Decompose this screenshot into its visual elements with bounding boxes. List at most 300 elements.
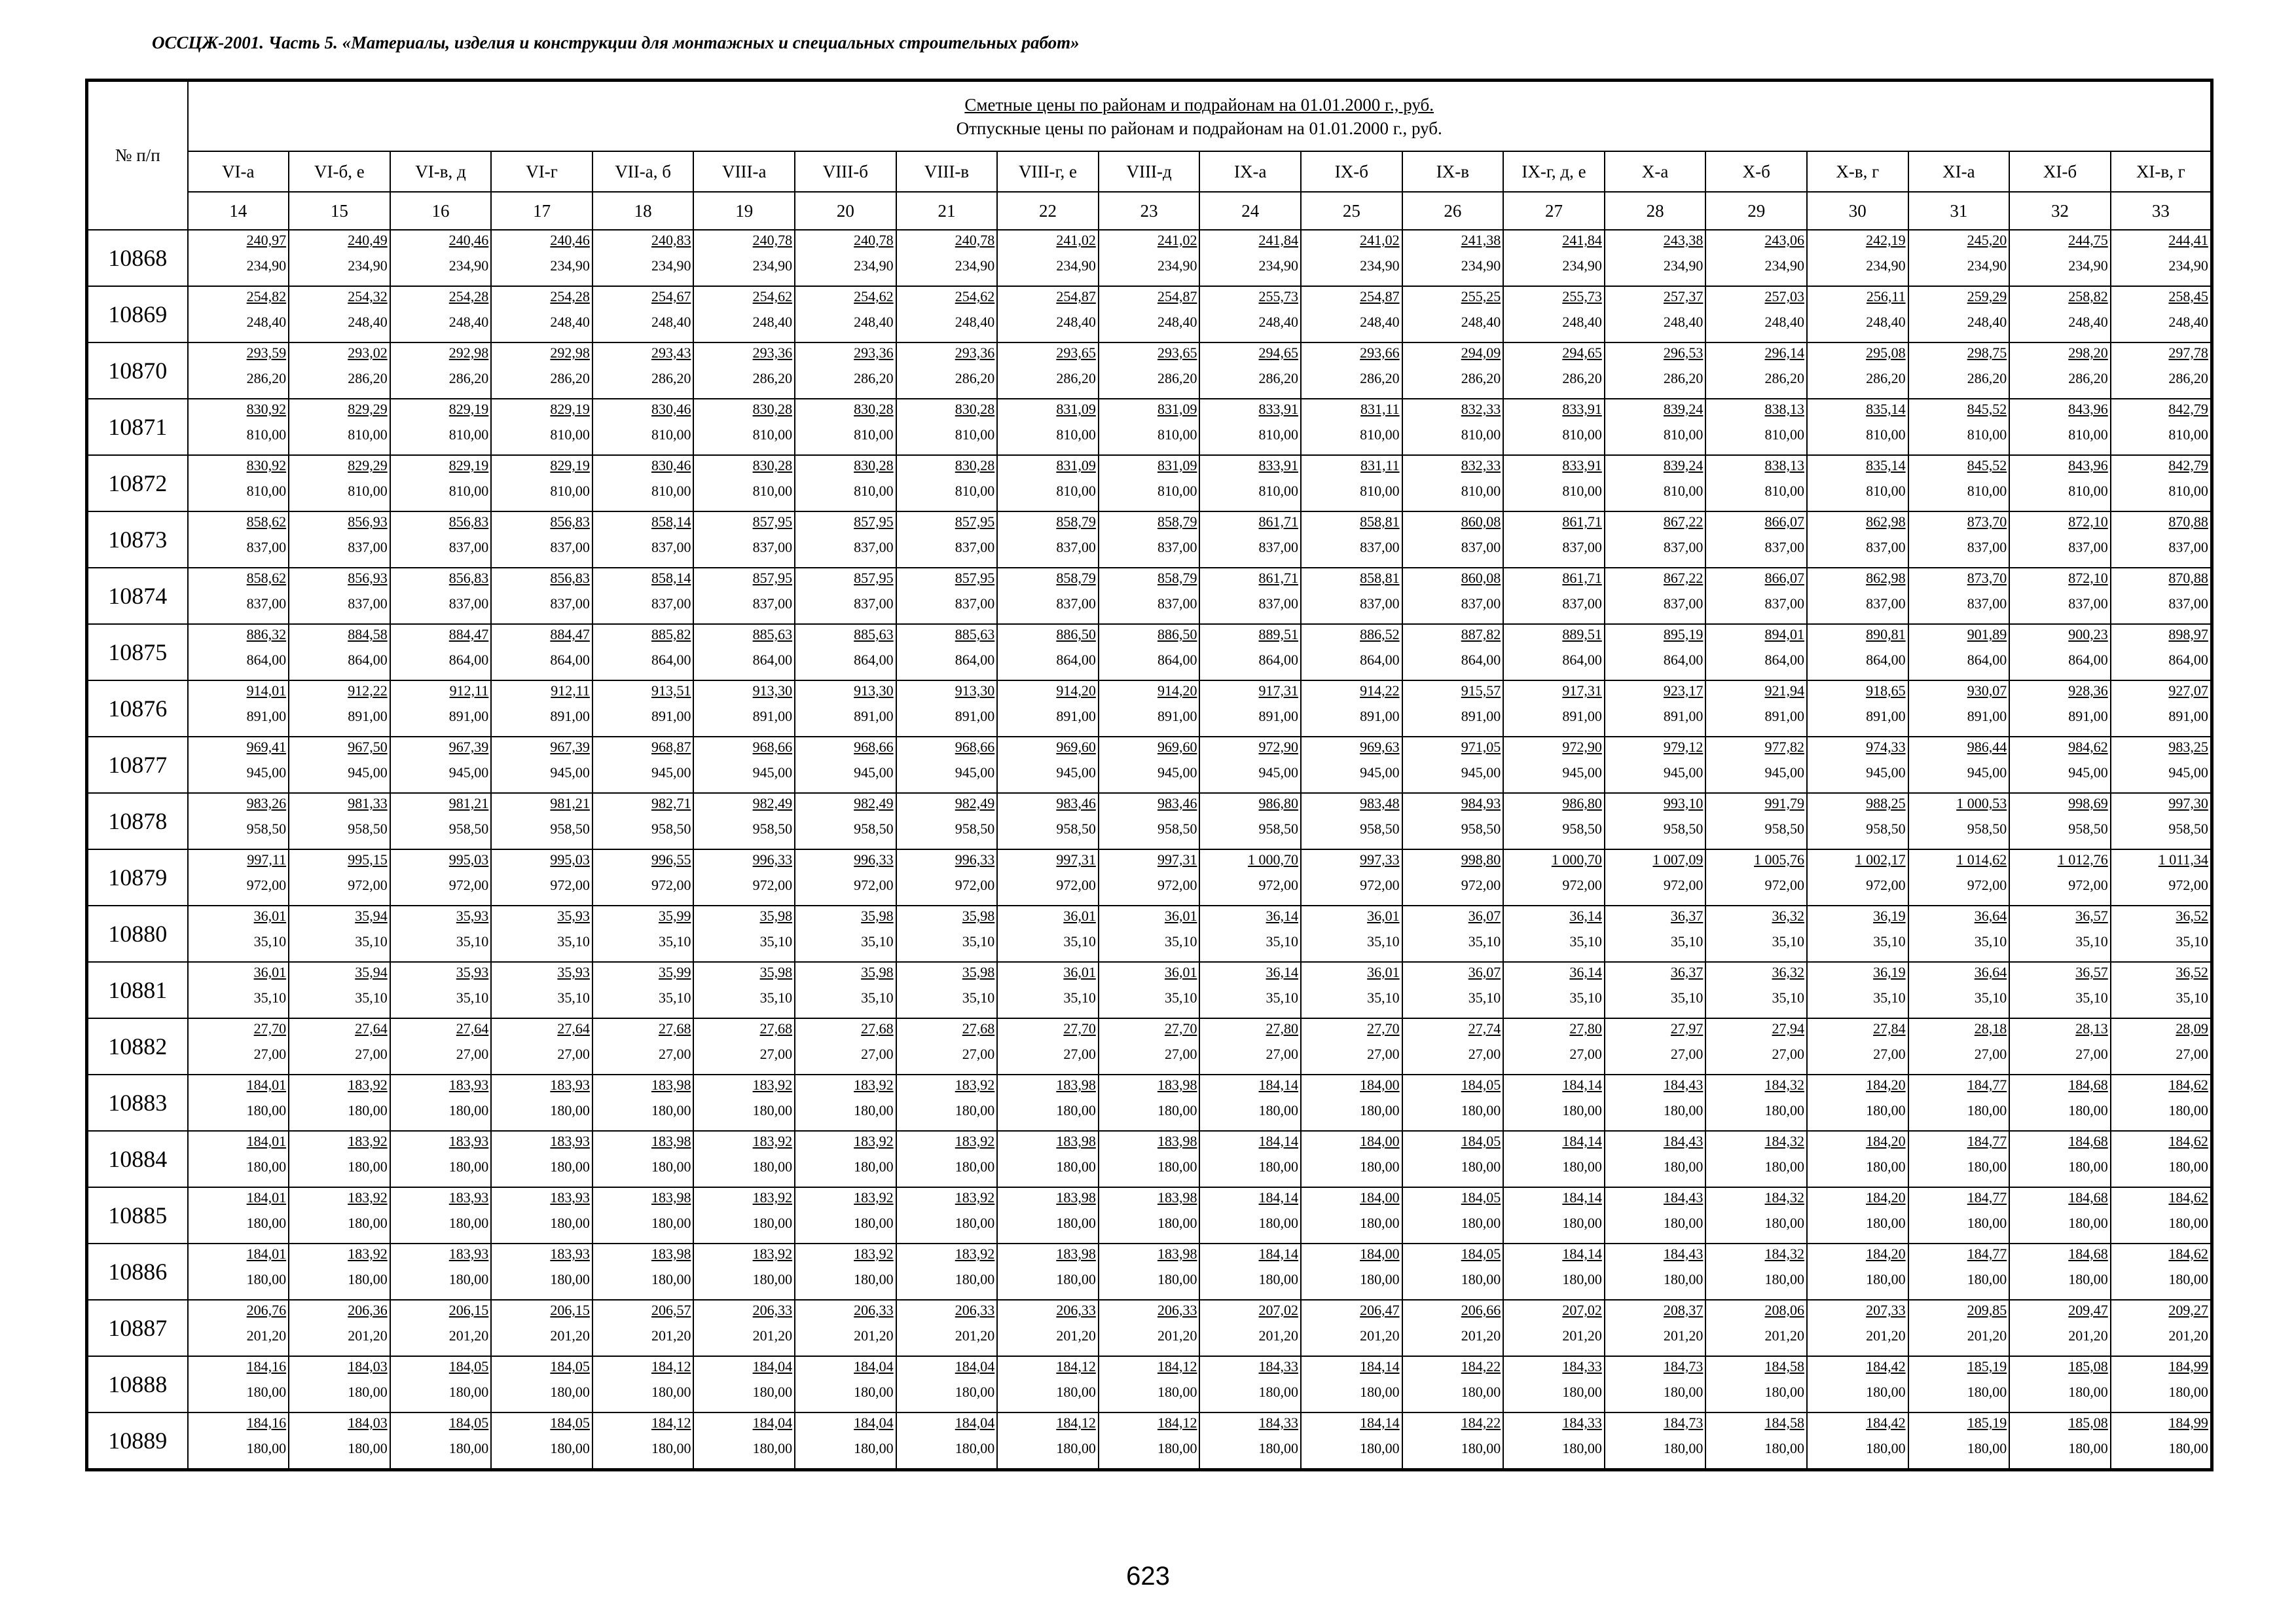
release-price: 180,00 (854, 1271, 894, 1287)
estimate-price: 28,13 (2075, 1020, 2108, 1037)
estimate-price: 184,01 (246, 1246, 287, 1262)
release-price: 35,10 (2176, 989, 2208, 1006)
estimate-price: 873,70 (1967, 513, 2007, 530)
release-price: 35,10 (1873, 933, 1906, 950)
release-price: 234,90 (1258, 257, 1299, 274)
price-cell (188, 1412, 289, 1470)
price-cell (1301, 1244, 1402, 1300)
release-price: 180,00 (2068, 1158, 2108, 1175)
estimate-price: 184,20 (1866, 1077, 1906, 1093)
estimate-price: 36,14 (1266, 908, 1299, 924)
page-number: 623 (1126, 1562, 1170, 1591)
price-cell (491, 342, 592, 399)
estimate-price: 207,02 (1258, 1302, 1299, 1318)
release-price: 180,00 (1360, 1215, 1400, 1231)
estimate-price: 184,33 (1258, 1358, 1299, 1375)
estimate-price: 184,43 (1663, 1189, 1704, 1206)
release-price: 837,00 (1258, 539, 1299, 555)
item-code: 10884 (87, 1131, 188, 1187)
estimate-price: 996,33 (752, 851, 793, 868)
item-code: 10886 (87, 1244, 188, 1300)
release-price: 248,40 (1258, 314, 1299, 330)
release-price: 35,10 (557, 989, 590, 1006)
release-price: 180,00 (2068, 1384, 2108, 1400)
release-price: 35,10 (355, 989, 388, 1006)
price-cell (491, 230, 592, 286)
price-cell (2111, 793, 2212, 849)
price-cell (1705, 568, 1807, 624)
price-cell (997, 1412, 1099, 1470)
estimate-price: 1 000,53 (1956, 795, 2007, 811)
estimate-price: 292,98 (550, 344, 590, 361)
release-price: 35,10 (253, 989, 287, 1006)
release-price: 286,20 (1258, 370, 1299, 386)
estimate-price: 1 002,17 (1855, 851, 1906, 868)
release-price: 864,00 (955, 652, 995, 668)
release-price: 234,90 (651, 257, 691, 274)
price-cell (1807, 1131, 1908, 1187)
release-price: 958,50 (955, 821, 995, 837)
price-cell (491, 455, 592, 511)
release-price: 35,10 (1873, 989, 1906, 1006)
release-price: 891,00 (348, 708, 388, 724)
release-price: 35,10 (557, 933, 590, 950)
price-cell (1807, 399, 1908, 455)
release-price: 837,00 (448, 595, 489, 612)
estimate-price: 842,79 (2168, 401, 2208, 417)
estimate-price: 27,70 (1164, 1020, 1197, 1037)
release-price: 972,00 (1360, 877, 1400, 893)
estimate-price: 872,10 (2068, 513, 2108, 530)
item-code: 10888 (87, 1356, 188, 1412)
estimate-price: 900,23 (2068, 626, 2108, 642)
price-cell (1605, 849, 1706, 906)
estimate-price: 185,08 (2068, 1414, 2108, 1431)
price-cell (1301, 849, 1402, 906)
price-cell (188, 962, 289, 1018)
release-price: 810,00 (854, 426, 894, 443)
release-price: 35,10 (2176, 933, 2208, 950)
item-code: 10875 (87, 624, 188, 680)
estimate-price: 833,91 (1258, 401, 1299, 417)
price-cell (896, 1412, 998, 1470)
price-cell (1099, 849, 1200, 906)
release-price: 837,00 (1866, 539, 1906, 555)
estimate-price: 995,03 (448, 851, 489, 868)
estimate-price: 209,85 (1967, 1302, 2007, 1318)
release-price: 945,00 (752, 764, 793, 781)
price-cell (1301, 1412, 1402, 1470)
estimate-price: 183,93 (550, 1077, 590, 1093)
release-price: 864,00 (1056, 652, 1096, 668)
price-cell (997, 680, 1099, 737)
release-price: 810,00 (448, 483, 489, 499)
price-cell (795, 455, 896, 511)
release-price: 945,00 (1764, 764, 1804, 781)
release-price: 958,50 (854, 821, 894, 837)
price-cell (2111, 230, 2212, 286)
price-cell (491, 793, 592, 849)
price-cell (1099, 680, 1200, 737)
table-row (87, 1075, 2212, 1131)
release-price: 945,00 (2168, 764, 2208, 781)
price-cell (2111, 1018, 2212, 1075)
estimate-price: 27,84 (1873, 1020, 1906, 1037)
release-price: 234,90 (1562, 257, 1602, 274)
estimate-price: 993,10 (1663, 795, 1704, 811)
price-cell (896, 1300, 998, 1356)
estimate-price: 183,93 (448, 1189, 489, 1206)
estimate-price: 184,73 (1663, 1414, 1704, 1431)
release-price: 180,00 (246, 1440, 287, 1456)
release-price: 837,00 (1056, 539, 1096, 555)
estimate-price: 208,06 (1764, 1302, 1804, 1318)
release-price: 234,90 (1157, 257, 1197, 274)
price-cell (693, 1300, 795, 1356)
estimate-price: 184,12 (1157, 1358, 1197, 1375)
estimate-price: 184,43 (1663, 1133, 1704, 1149)
estimate-price: 928,36 (2068, 682, 2108, 699)
price-cell (1199, 737, 1301, 793)
price-cell (1503, 624, 1605, 680)
release-price: 180,00 (2168, 1158, 2208, 1175)
release-price: 180,00 (2168, 1440, 2208, 1456)
estimate-price: 861,71 (1562, 570, 1602, 586)
release-price: 864,00 (651, 652, 691, 668)
price-cell (795, 906, 896, 962)
price-cell (1503, 1131, 1605, 1187)
release-price: 810,00 (752, 426, 793, 443)
price-cell (1908, 286, 2010, 342)
price-cell (896, 1018, 998, 1075)
column-number: 19 (693, 192, 795, 230)
estimate-price: 240,97 (246, 232, 287, 248)
price-cell (795, 962, 896, 1018)
estimate-price: 293,66 (1360, 344, 1400, 361)
release-price: 810,00 (550, 483, 590, 499)
release-price: 180,00 (651, 1384, 691, 1400)
region-header: VIII-д (1099, 151, 1200, 192)
release-price: 248,40 (1764, 314, 1804, 330)
estimate-price: 184,68 (2068, 1246, 2108, 1262)
release-price: 180,00 (1663, 1384, 1704, 1400)
price-cell (1402, 286, 1504, 342)
price-cell (1402, 624, 1504, 680)
price-cell (289, 1412, 390, 1470)
estimate-price: 35,99 (658, 964, 691, 980)
estimate-price: 240,78 (854, 232, 894, 248)
price-cell (1301, 568, 1402, 624)
price-cell (997, 849, 1099, 906)
price-cell (592, 1300, 694, 1356)
release-price: 180,00 (752, 1440, 793, 1456)
release-price: 864,00 (1764, 652, 1804, 668)
release-price: 180,00 (1663, 1440, 1704, 1456)
release-price: 180,00 (1866, 1271, 1906, 1287)
estimate-price: 858,81 (1360, 513, 1400, 530)
release-price: 837,00 (854, 539, 894, 555)
estimate-price: 1 007,09 (1652, 851, 1704, 868)
estimate-price: 184,14 (1258, 1077, 1299, 1093)
release-price: 35,10 (1772, 933, 1804, 950)
estimate-price: 36,19 (1873, 964, 1906, 980)
price-cell (491, 1412, 592, 1470)
release-price: 180,00 (1866, 1215, 1906, 1231)
release-price: 180,00 (854, 1102, 894, 1118)
estimate-price: 981,21 (550, 795, 590, 811)
region-header: IX-г, д, е (1503, 151, 1605, 192)
release-price: 234,90 (1461, 257, 1501, 274)
estimate-price: 240,78 (955, 232, 995, 248)
release-price: 958,50 (1258, 821, 1299, 837)
release-price: 27,00 (253, 1046, 287, 1062)
release-price: 234,90 (246, 257, 287, 274)
release-price: 810,00 (550, 426, 590, 443)
estimate-price: 35,93 (456, 908, 489, 924)
price-cell (693, 286, 795, 342)
estimate-price: 184,99 (2168, 1358, 2208, 1375)
release-price: 201,20 (246, 1327, 287, 1344)
price-cell (1199, 849, 1301, 906)
estimate-price: 36,37 (1670, 964, 1704, 980)
estimate-price: 184,14 (1562, 1077, 1602, 1093)
release-price: 180,00 (448, 1215, 489, 1231)
release-price: 180,00 (1157, 1102, 1197, 1118)
estimate-price: 184,05 (448, 1414, 489, 1431)
estimate-price: 185,08 (2068, 1358, 2108, 1375)
table-row (87, 455, 2212, 511)
price-cell (997, 568, 1099, 624)
price-cell (1705, 1412, 1807, 1470)
estimate-price: 184,04 (752, 1358, 793, 1375)
release-price: 286,20 (854, 370, 894, 386)
release-price: 286,20 (1562, 370, 1602, 386)
region-header: X-а (1605, 151, 1706, 192)
release-price: 837,00 (955, 595, 995, 612)
estimate-price: 886,32 (246, 626, 287, 642)
release-price: 27,00 (1063, 1046, 1096, 1062)
estimate-price: 36,37 (1670, 908, 1704, 924)
price-cell (693, 1018, 795, 1075)
release-price: 972,00 (1562, 877, 1602, 893)
release-price: 945,00 (448, 764, 489, 781)
estimate-price: 35,94 (355, 908, 388, 924)
price-cell (1807, 511, 1908, 568)
price-cell (693, 1356, 795, 1412)
release-price: 27,00 (355, 1046, 388, 1062)
estimate-price: 830,28 (955, 457, 995, 473)
release-price: 180,00 (1461, 1384, 1501, 1400)
table-row (87, 962, 2212, 1018)
column-number: 26 (1402, 192, 1504, 230)
price-cell (491, 511, 592, 568)
price-cell (1605, 1018, 1706, 1075)
estimate-price: 183,92 (348, 1133, 388, 1149)
release-price: 180,00 (1967, 1384, 2007, 1400)
estimate-price: 184,58 (1764, 1414, 1804, 1431)
release-price: 180,00 (348, 1158, 388, 1175)
release-price: 810,00 (246, 426, 287, 443)
release-price: 201,20 (854, 1327, 894, 1344)
release-price: 180,00 (1663, 1102, 1704, 1118)
price-cell (1605, 906, 1706, 962)
page-header: ОССЦЖ-2001. Часть 5. «Материалы, изделия и конструкции для монтажных и специальных строительных работ» (152, 33, 1080, 52)
estimate-price: 867,22 (1663, 513, 1704, 530)
release-price: 201,20 (1258, 1327, 1299, 1344)
price-cell (1908, 342, 2010, 399)
release-price: 837,00 (1967, 595, 2007, 612)
estimate-price: 967,39 (550, 739, 590, 755)
estimate-price: 184,43 (1663, 1246, 1704, 1262)
estimate-price: 184,05 (1461, 1077, 1501, 1093)
price-cell (1605, 1075, 1706, 1131)
estimate-price: 36,01 (1164, 908, 1197, 924)
item-code: 10880 (87, 906, 188, 962)
release-price: 201,20 (651, 1327, 691, 1344)
estimate-price: 912,11 (551, 682, 590, 699)
table-row (87, 1300, 2212, 1356)
price-cell (896, 230, 998, 286)
estimate-price: 184,16 (246, 1358, 287, 1375)
estimate-price: 830,92 (246, 401, 287, 417)
estimate-price: 861,71 (1258, 513, 1299, 530)
price-cell (1605, 1356, 1706, 1412)
price-cell (1099, 737, 1200, 793)
estimate-price: 36,14 (1266, 964, 1299, 980)
estimate-price: 184,00 (1360, 1133, 1400, 1149)
estimate-price: 886,50 (1056, 626, 1096, 642)
release-price: 201,20 (448, 1327, 489, 1344)
price-cell (2111, 737, 2212, 793)
estimate-price: 183,92 (854, 1246, 894, 1262)
price-cell (1807, 1075, 1908, 1131)
release-price: 864,00 (1562, 652, 1602, 668)
price-cell (896, 286, 998, 342)
release-price: 180,00 (1866, 1384, 1906, 1400)
estimate-price: 968,66 (752, 739, 793, 755)
estimate-price: 254,87 (1157, 288, 1197, 304)
estimate-price: 983,46 (1056, 795, 1096, 811)
release-price: 958,50 (1967, 821, 2007, 837)
estimate-price: 972,90 (1562, 739, 1602, 755)
release-price: 180,00 (2068, 1102, 2108, 1118)
price-cell (1199, 1187, 1301, 1244)
release-price: 27,00 (861, 1046, 894, 1062)
price-cell (1605, 1300, 1706, 1356)
price-cell (2009, 568, 2111, 624)
release-price: 810,00 (1461, 483, 1501, 499)
release-price: 945,00 (1258, 764, 1299, 781)
item-code: 10869 (87, 286, 188, 342)
estimate-price: 862,98 (1866, 570, 1906, 586)
release-price: 248,40 (1967, 314, 2007, 330)
release-price: 201,20 (752, 1327, 793, 1344)
estimate-price: 184,32 (1764, 1246, 1804, 1262)
price-cell (188, 1187, 289, 1244)
price-cell (390, 342, 492, 399)
price-cell (390, 737, 492, 793)
estimate-price: 240,46 (448, 232, 489, 248)
release-price: 180,00 (550, 1215, 590, 1231)
release-price: 27,00 (1266, 1046, 1299, 1062)
estimate-price: 886,50 (1157, 626, 1197, 642)
estimate-price: 858,14 (651, 513, 691, 530)
estimate-price: 856,83 (448, 513, 489, 530)
price-cell (2111, 1300, 2212, 1356)
estimate-price: 984,93 (1461, 795, 1501, 811)
release-price: 248,40 (651, 314, 691, 330)
price-cell (1099, 286, 1200, 342)
price-cell (1908, 1075, 2010, 1131)
estimate-price: 254,87 (1056, 288, 1096, 304)
estimate-price: 845,52 (1967, 401, 2007, 417)
table-row (87, 1244, 2212, 1300)
price-cell (1605, 511, 1706, 568)
release-price: 837,00 (1663, 539, 1704, 555)
price-cell (1605, 342, 1706, 399)
release-price: 945,00 (1056, 764, 1096, 781)
release-price: 180,00 (1764, 1102, 1804, 1118)
release-price: 837,00 (550, 595, 590, 612)
release-price: 891,00 (1967, 708, 2007, 724)
estimate-price: 35,98 (861, 908, 894, 924)
estimate-price: 835,14 (1866, 401, 1906, 417)
estimate-price: 242,19 (1866, 232, 1906, 248)
price-cell (289, 511, 390, 568)
estimate-price: 258,82 (2068, 288, 2108, 304)
release-price: 180,00 (651, 1102, 691, 1118)
estimate-price: 206,15 (550, 1302, 590, 1318)
estimate-price: 914,20 (1056, 682, 1096, 699)
release-price: 201,20 (955, 1327, 995, 1344)
estimate-price: 833,91 (1562, 401, 1602, 417)
price-cell (1503, 1412, 1605, 1470)
price-cell (592, 849, 694, 906)
estimate-price: 184,04 (854, 1358, 894, 1375)
estimate-price: 35,98 (861, 964, 894, 980)
price-cell (1301, 737, 1402, 793)
price-cell (997, 962, 1099, 1018)
release-price: 958,50 (1056, 821, 1096, 837)
release-price: 35,10 (962, 989, 995, 1006)
price-cell (390, 680, 492, 737)
price-cell (1199, 624, 1301, 680)
price-cell (2009, 1356, 2111, 1412)
estimate-price: 184,05 (448, 1358, 489, 1375)
estimate-price: 36,01 (1367, 964, 1400, 980)
price-cell (1402, 906, 1504, 962)
release-price: 180,00 (348, 1102, 388, 1118)
release-price: 180,00 (1360, 1440, 1400, 1456)
release-price: 180,00 (1360, 1384, 1400, 1400)
release-price: 958,50 (550, 821, 590, 837)
estimate-price: 918,65 (1866, 682, 1906, 699)
price-cell (795, 1356, 896, 1412)
price-cell (289, 1075, 390, 1131)
estimate-price: 28,18 (1974, 1020, 2007, 1037)
estimate-price: 861,71 (1258, 570, 1299, 586)
release-price: 810,00 (2168, 426, 2208, 443)
release-price: 891,00 (1461, 708, 1501, 724)
item-code: 10876 (87, 680, 188, 737)
estimate-price: 183,98 (651, 1189, 691, 1206)
estimate-price: 183,93 (448, 1133, 489, 1149)
price-cell (1099, 1018, 1200, 1075)
release-price: 972,00 (1461, 877, 1501, 893)
price-cell (390, 962, 492, 1018)
estimate-price: 183,98 (1157, 1133, 1197, 1149)
estimate-price: 293,59 (246, 344, 287, 361)
